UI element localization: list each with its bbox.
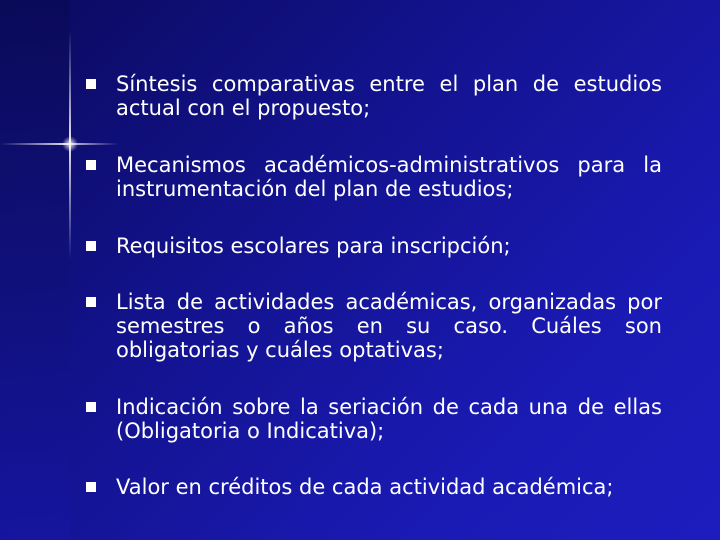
list-item-text: Requisitos escolares para inscripción;: [116, 234, 511, 258]
square-bullet-icon: [86, 402, 96, 412]
square-bullet-icon: [86, 297, 96, 307]
star-sparkle-horizontal: [0, 143, 118, 145]
square-bullet-icon: [86, 241, 96, 251]
list-item-text: Lista de actividades académicas, organizadas por semestres o años en su caso. Cuáles son obligatorias y cuáles optativas;: [116, 290, 662, 362]
square-bullet-icon: [86, 482, 96, 492]
list-item-text: Síntesis comparativas entre el plan de estudios actual con el propuesto;: [116, 72, 662, 120]
square-bullet-icon: [86, 79, 96, 89]
left-decorative-band: [0, 0, 70, 540]
star-sparkle-icon: [62, 136, 78, 152]
square-bullet-icon: [86, 160, 96, 170]
list-item-text: Mecanismos académicos-administrativos para la instrumentación del plan de estudios;: [116, 153, 662, 201]
list-item-text: Valor en créditos de cada actividad académica;: [116, 475, 614, 499]
list-item-text: Indicación sobre la seriación de cada una de ellas (Obligatoria o Indicativa);: [116, 395, 662, 443]
